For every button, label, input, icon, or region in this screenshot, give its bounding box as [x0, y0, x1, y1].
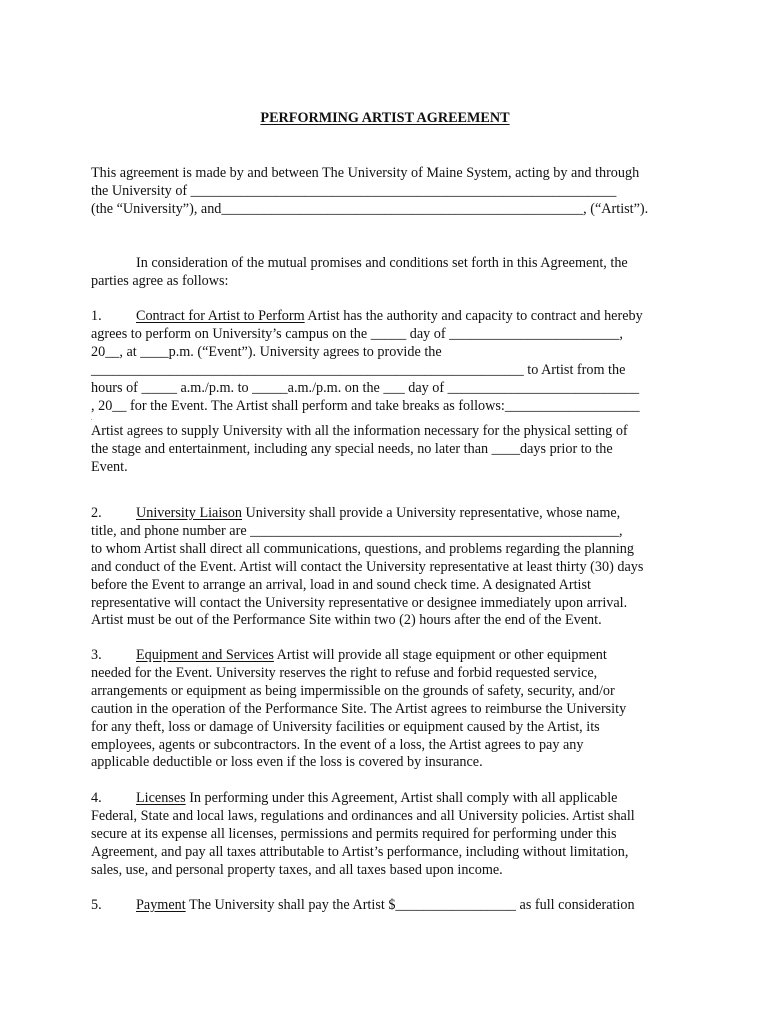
section-2-line-7: Artist must be out of the Performance Site within two (2) hours after the end of the Event. [91, 612, 602, 629]
section-3-line-2: needed for the Event. University reserves the right to refuse and forbid requested service, [91, 664, 598, 681]
section-4 [91, 790, 691, 880]
section-1-number: 1. [91, 308, 102, 324]
section-1-line-7: Artist agrees to supply University with all the information necessary for the physical setting of [91, 423, 628, 440]
section-2 [91, 505, 691, 630]
section-1-line-5: hours of _____ a.m./p.m. to _____a.m./p.m. on the ___ day of ___________________________ [91, 379, 640, 396]
section-2-line-4: and conduct of the Event. Artist will contact the University representative at least thirty (30) days [91, 558, 644, 575]
section-3-heading: Equipment and Services [136, 647, 274, 663]
section-4-heading: Licenses [136, 790, 186, 806]
section-1-heading: Contract for Artist to Perform [136, 308, 305, 324]
section-5 [91, 897, 691, 915]
section-3-line-7: applicable deductible or loss even if the loss is covered by insurance. [91, 754, 483, 771]
section-4-number: 4. [91, 790, 102, 806]
section-1-line-2: agrees to perform on University’s campus on the _____ day of ________________________, [91, 325, 623, 342]
intro-line-1: This agreement is made by and between The University of Maine System, acting by and through [91, 165, 640, 181]
section-3-line-4: caution in the operation of the Performance Site. The Artist agrees to reimburse the University [91, 700, 627, 717]
consideration-paragraph [91, 255, 691, 291]
section-1-line-1: 1. Contract for Artist to Perform Artist has the authority and capacity to contract and hereby [91, 308, 643, 324]
section-1-line-8: the stage and entertainment, including any special needs, no later than ____days prior to the [91, 441, 613, 458]
section-3 [91, 647, 691, 772]
section-2-number: 2. [91, 505, 102, 521]
section-1-mark: . [91, 416, 93, 423]
section-1-line-4: _____________________________________________________________ to Artist from the [91, 361, 626, 378]
section-3-line-1: 3. Equipment and Services Artist will provide all stage equipment or other equipment [91, 647, 607, 663]
section-4-line-3: secure at its expense all licenses, permissions and permits required for performing under this [91, 825, 617, 842]
section-5-number: 5. [91, 897, 102, 913]
section-2-line-1: 2. University Liaison University shall provide a University representative, whose name, [91, 505, 621, 521]
section-3-line-6: employees, agents or subcontractors. In the event of a loss, the Artist agrees to pay any [91, 736, 584, 753]
section-1 [91, 308, 691, 477]
section-1-line-3: 20__, at ____p.m. (“Event”). University agrees to provide the [91, 343, 442, 360]
section-4-line-5: sales, use, and personal property taxes, and all taxes based upon income. [91, 861, 503, 878]
intro-line-3: (the “University”), and___________________________________________________, (“Artist”). [91, 200, 649, 217]
section-2-line-2: title, and phone number are ____________________________________________________, [91, 522, 623, 539]
section-4-line-2: Federal, State and local laws, regulations and ordinances and all University policies. Artist shall [91, 807, 635, 824]
section-2-line-6: representative will contact the University representative or designee immediately upon arrival. [91, 594, 628, 611]
section-1-line-9: Event. [91, 459, 128, 476]
section-2-line-3: to whom Artist shall direct all communications, questions, and problems regarding the planning [91, 540, 634, 557]
intro-paragraph [91, 165, 691, 219]
section-4-line-1: 4. Licenses In performing under this Agreement, Artist shall comply with all applicable [91, 790, 618, 806]
section-5-line-1: 5. Payment The University shall pay the Artist $_________________ as full consideration [91, 897, 635, 913]
section-3-line-3: arrangements or equipment as being impermissible on the grounds of safety, security, and/or [91, 682, 615, 699]
section-2-heading: University Liaison [136, 505, 242, 521]
section-4-line-4: Agreement, and pay all taxes attributable to Artist’s performance, including without limitation, [91, 843, 629, 860]
section-3-line-5: for any theft, loss or damage of University facilities or equipment caused by the Artist, its [91, 718, 600, 735]
intro-line-2: the University of ____________________________________________________________ [91, 182, 617, 199]
document-title: PERFORMING ARTIST AGREEMENT [260, 110, 510, 126]
section-2-line-5: before the Event to arrange an arrival, load in and sound check time. A designated Artist [91, 576, 591, 593]
section-5-heading: Payment [136, 897, 186, 913]
consideration-line-2: parties agree as follows: [91, 272, 229, 289]
section-3-number: 3. [91, 647, 102, 663]
consideration-line-1: In consideration of the mutual promises and conditions set forth in this Agreement, the [136, 255, 628, 271]
section-1-line-6: , 20__ for the Event. The Artist shall perform and take breaks as follows:___________________ [91, 397, 640, 414]
